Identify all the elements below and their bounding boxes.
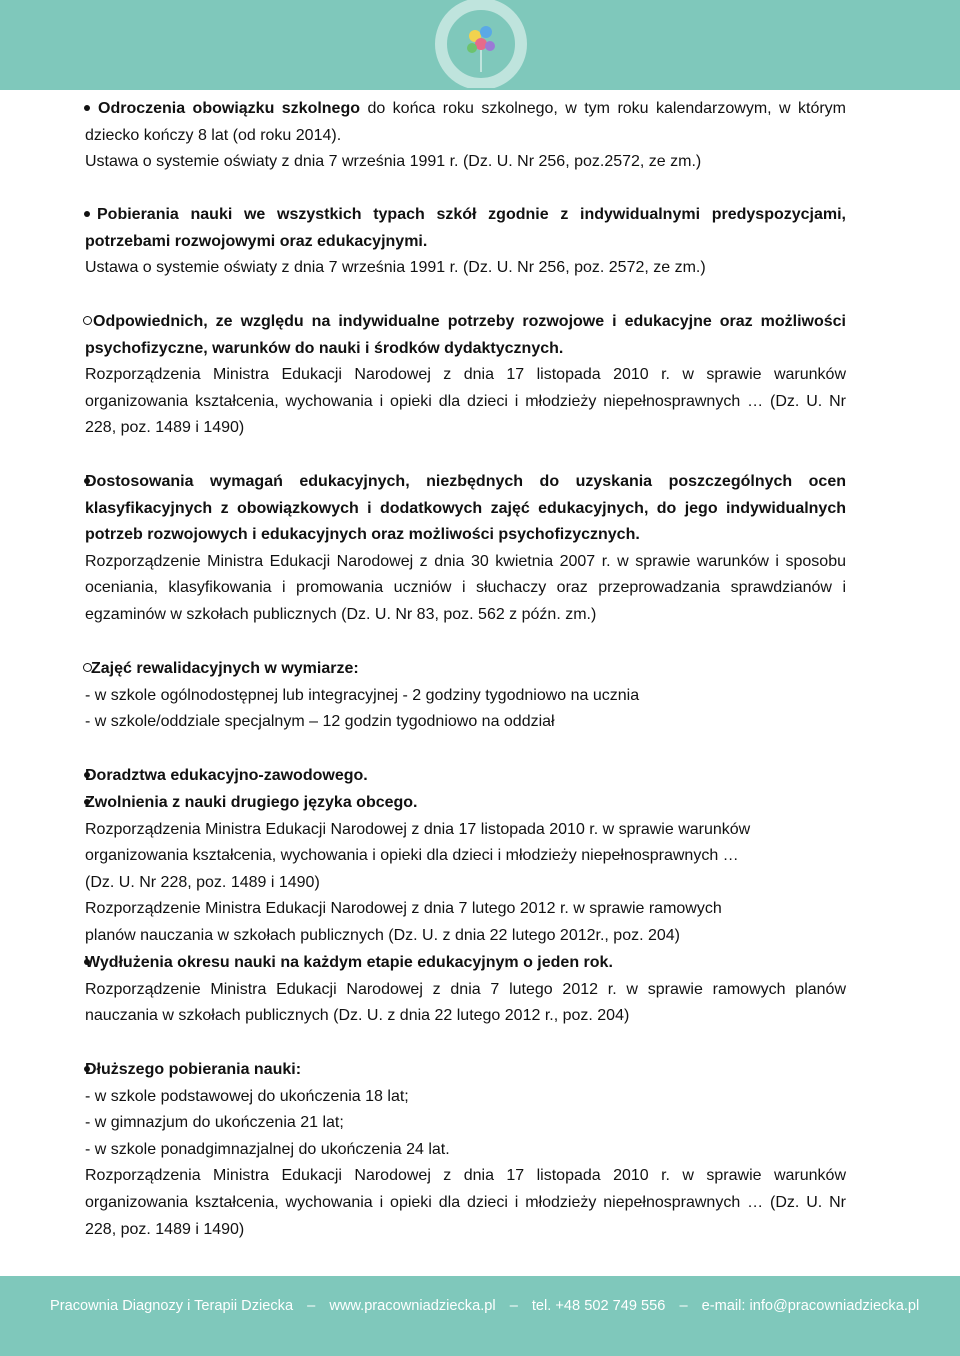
footer bbox=[50, 1298, 930, 1314]
list-item bbox=[82, 1057, 846, 1244]
item-line: Rozporządzenie Ministra Edukacji Narodowej z dnia 7 lutego 2012 r. w sprawie ramowych bbox=[85, 900, 722, 918]
footer-separator: – bbox=[307, 1298, 316, 1314]
item-line: - w gimnazjum do ukończenia 21 lat; bbox=[85, 1114, 344, 1132]
bullet-icon bbox=[82, 656, 92, 683]
list-item bbox=[82, 656, 846, 763]
footer-phone: tel. +48 502 749 556 bbox=[531, 1298, 666, 1314]
list-item bbox=[82, 950, 846, 1057]
list-item bbox=[82, 96, 846, 202]
footer-website-link[interactable]: www.pracowniadziecka.pl bbox=[329, 1298, 496, 1314]
bullet-icon bbox=[82, 1057, 92, 1084]
item-line: (Dz. U. Nr 228, poz. 1489 i 1490) bbox=[85, 873, 320, 891]
item-heading-rest: do końca roku szkolnego, w tym roku kalendarzowym, w którym dziecko kończy 8 lat (od roku 2014). bbox=[85, 100, 847, 144]
item-line: Rozporządzenia Ministra Edukacji Narodowej z dnia 17 listopada 2010 r. w sprawie warunków bbox=[85, 820, 751, 838]
bullet-icon bbox=[82, 96, 92, 123]
bullet-icon bbox=[82, 202, 92, 229]
item-line: organizowania kształcenia, wychowania i opieki dla dzieci i młodzieży niepełnosprawnych … bbox=[85, 847, 739, 865]
item-heading: Dostosowania wymagań edukacyjnych, niezbędnych do uzyskania poszczególnych ocen klasyfikacyjnych z obowiązkowych i dodatkowych zajęć edukacyjnych, do jego indywidualnych potrzeb rozwojowych i edukacyjnych oraz możliwości psychofizycznych. bbox=[85, 473, 846, 544]
bullet-icon bbox=[82, 309, 92, 336]
item-heading: Odpowiednich, ze względu na indywidualne potrzeby rozwojowe i edukacyjne oraz możliwości psychofizyczne, warunków do nauki i środków dydaktycznych. bbox=[85, 313, 846, 357]
footer-name: Pracownia Diagnozy i Terapii Dziecka bbox=[50, 1298, 294, 1314]
bullet-icon bbox=[82, 790, 92, 817]
footer-email-link[interactable]: e-mail: info@pracowniadziecka.pl bbox=[701, 1298, 920, 1314]
document-body bbox=[82, 96, 846, 1244]
item-line: planów nauczania w szkołach publicznych (Dz. U. z dnia 22 lutego 2012r., poz. 204) bbox=[85, 926, 681, 944]
bullet-icon bbox=[82, 950, 92, 977]
list-item bbox=[82, 469, 846, 656]
bullet-icon bbox=[82, 763, 92, 790]
footer-band bbox=[0, 1276, 960, 1356]
list-item bbox=[82, 763, 846, 790]
item-heading: Pobierania nauki we wszystkich typach szkół zgodnie z indywidualnymi predyspozycjami, potrzebami rozwojowymi oraz edukacyjnymi. bbox=[85, 206, 846, 250]
item-reference: Ustawa o systemie oświaty z dnia 7 września 1991 r. (Dz. U. Nr 256, poz. 2572, ze zm.) bbox=[85, 259, 706, 277]
item-reference: Rozporządzenie Ministra Edukacji Narodowej z dnia 30 kwietnia 2007 r. w sprawie warunków i sposobu oceniania, klasyfikowania i promowania uczniów i słuchaczy oraz przeprowadzania sprawdzianów i egzaminów w szkołach publicznych (Dz. U. Nr 83, poz. 562 z późn. zm.) bbox=[85, 552, 846, 623]
item-heading: Odroczenia obowiązku szkolnego bbox=[98, 100, 361, 117]
item-line: - w szkole ponadgimnazjalnej do ukończenia 24 lat. bbox=[85, 1140, 450, 1158]
item-reference: Rozporządzenia Ministra Edukacji Narodowej z dnia 17 listopada 2010 r. w sprawie warunków organizowania kształcenia, wychowania i opieki dla dzieci i młodzieży niepełnosprawnych … (Dz. U. Nr 228, poz. 1489 i 1490) bbox=[85, 366, 846, 437]
item-line: - w szkole/oddziale specjalnym – 12 godzin tygodniowo na oddział bbox=[85, 713, 555, 731]
item-reference: Rozporządzenia Ministra Edukacji Narodowej z dnia 17 listopada 2010 r. w sprawie warunków organizowania kształcenia, wychowania i opieki dla dzieci i młodzieży niepełnosprawnych … (Dz. U. Nr 228, poz. 1489 i 1490) bbox=[85, 1167, 846, 1238]
list-item bbox=[82, 309, 846, 469]
item-line: - w szkole podstawowej do ukończenia 18 lat; bbox=[85, 1087, 409, 1105]
footer-separator: – bbox=[679, 1298, 688, 1314]
list-item bbox=[82, 790, 846, 950]
item-line: - w szkole ogólnodostępnej lub integracyjnej - 2 godziny tygodniowo na ucznia bbox=[85, 686, 640, 704]
item-heading: Zwolnienia z nauki drugiego języka obcego. bbox=[85, 794, 418, 811]
item-heading: Wydłużenia okresu nauki na każdym etapie edukacyjnym o jeden rok. bbox=[85, 954, 613, 971]
bullet-icon bbox=[82, 469, 92, 496]
item-reference: Ustawa o systemie oświaty z dnia 7 września 1991 r. (Dz. U. Nr 256, poz.2572, ze zm.) bbox=[85, 153, 702, 171]
item-heading: Dłuższego pobierania nauki: bbox=[85, 1061, 302, 1078]
item-heading: Zajęć rewalidacyjnych w wymiarze: bbox=[91, 660, 359, 677]
item-reference: Rozporządzenie Ministra Edukacji Narodowej z dnia 7 lutego 2012 r. w sprawie ramowych planów nauczania w szkołach publicznych (Dz. U. z dnia 22 lutego 2012 r., poz. 204) bbox=[85, 980, 846, 1025]
footer-separator: – bbox=[509, 1298, 518, 1314]
balloons-logo bbox=[420, 0, 542, 88]
item-heading: Doradztwa edukacyjno-zawodowego. bbox=[85, 767, 368, 784]
list-item bbox=[82, 202, 846, 309]
